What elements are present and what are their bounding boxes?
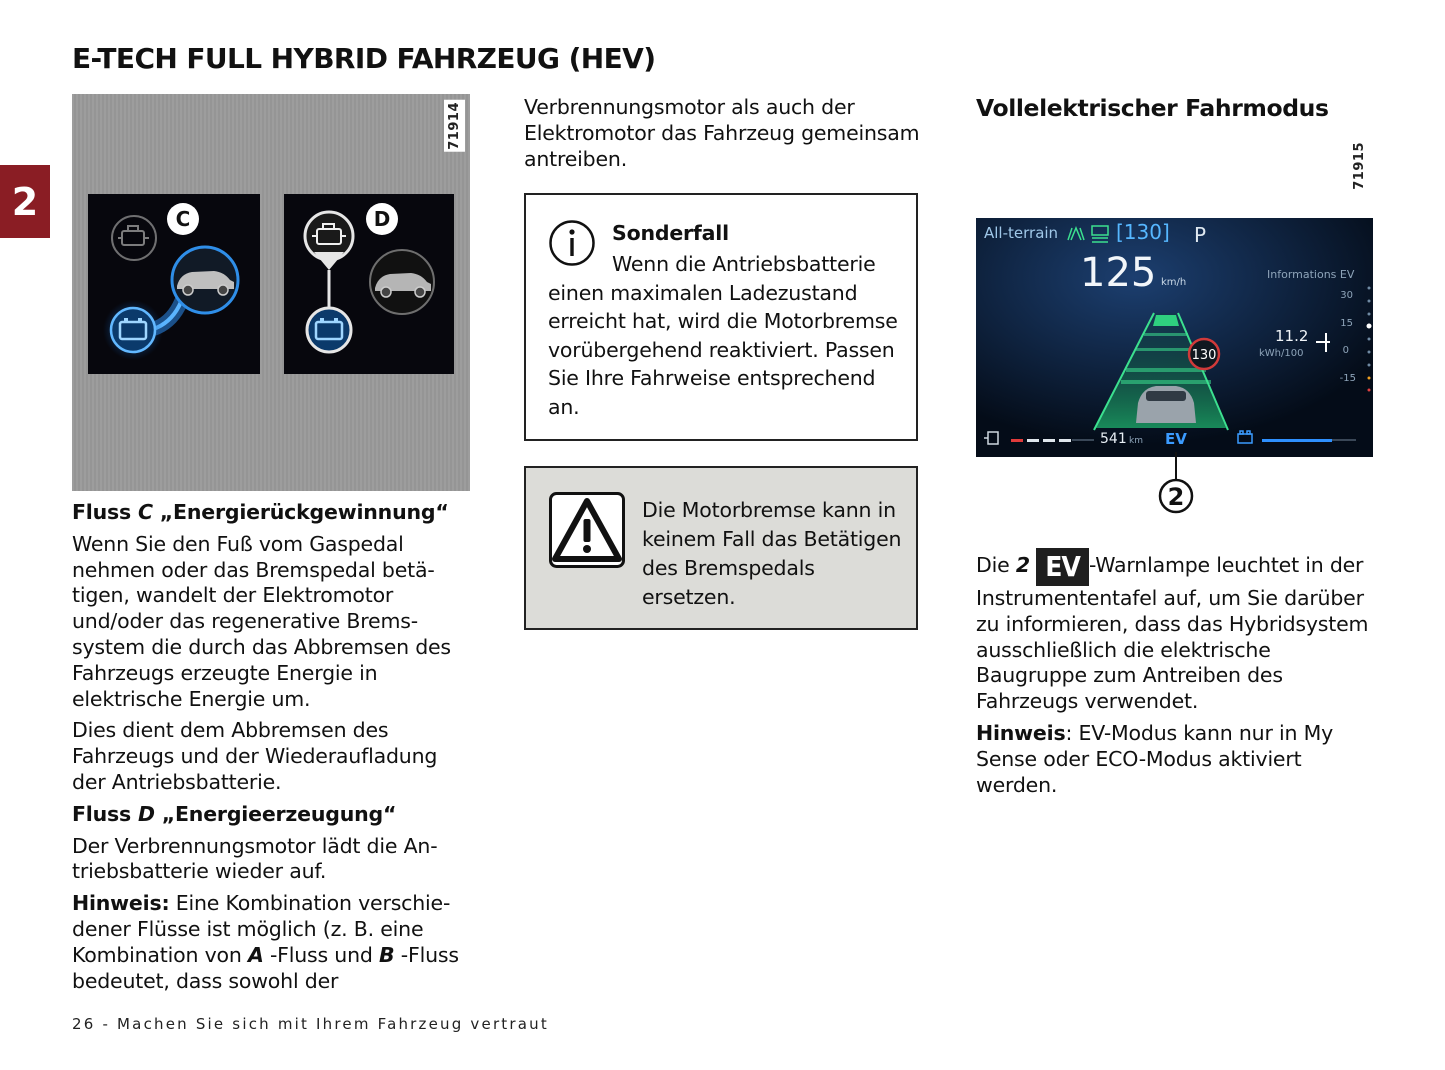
instrument-cluster [976, 218, 1373, 457]
column-1 [72, 500, 472, 1000]
range-value: 541 [1100, 431, 1127, 447]
flow-c-label: C [175, 207, 191, 231]
scale-minus-15: -15 [1339, 373, 1356, 384]
info-box [524, 193, 918, 441]
scale-15: 15 [1340, 318, 1353, 329]
warning-text: Die Motorbremse kann in keinem Fall das Betätigen des Bremspedals ersetzen. [642, 498, 902, 609]
consumption-unit: kWh/100 [1259, 348, 1304, 359]
flow-d-panel [284, 194, 454, 374]
column-3 [976, 548, 1376, 804]
gear-indicator: P [1194, 223, 1207, 247]
energy-flow-figure [72, 94, 470, 491]
warning-box [524, 466, 918, 630]
page-footer: 26 - Machen Sie sich mit Ihrem Fahrzeug vertraut [72, 1015, 549, 1033]
drive-mode: All-terrain [984, 224, 1059, 242]
speed-sign: 130 [1191, 348, 1217, 363]
limit-bracket: [130] [1116, 220, 1170, 244]
callout-2 [1156, 452, 1196, 516]
scale-0: 0 [1342, 345, 1349, 356]
ev-lamp-paragraph: Die 2 EV -Warnlampe leuchtet in der Instrumententafel auf, um Sie darüber zu informieren, dass das Hybridsystem ausschließlich die elektrische Baugruppe zum Antreiben des Fahrzeugs verwendet. [976, 550, 1369, 714]
ev-warning-lamp-icon: EV [1036, 548, 1089, 586]
info-text: Wenn die Antriebsbatterie einen maximalen Ladezustand erreicht hat, wird die Motorbremse vorübergehend reaktiviert. Passen Sie Ihre Fahrweise entsprechend an. [548, 252, 898, 419]
car-icon [1136, 386, 1196, 423]
figure-code-2: 71915 [1349, 140, 1370, 192]
consumption-value: 11.2 [1275, 327, 1309, 345]
figure-code: 71914 [444, 100, 465, 152]
svg-text:2: 2 [1167, 483, 1185, 511]
info-title: Sonderfall [612, 221, 729, 245]
warning-icon [549, 492, 625, 568]
page-title: E-TECH FULL HYBRID FAHRZEUG (HEV) [72, 42, 656, 75]
flow-d-label: D [373, 207, 391, 231]
note-paragraph: Hinweis: Eine Kombination verschiedener Flüsse ist möglich (z. B. eine Kombination von A -Fluss und B -Fluss bedeutet, dass sowohl der [72, 891, 459, 993]
flow-c-paragraph: Wenn Sie den Fuß vom Gaspedal nehmen oder das Bremspedal betätigen, wandelt der Elektromotor und/oder das regenerative Bremssystem die durch das Abbremsen des Fahrzeugs erzeugte Energie in elektrische Energie um. [72, 531, 451, 711]
scale-30: 30 [1340, 290, 1353, 301]
continuation-text: Verbrennungsmotor als auch der Elektromotor das Fahrzeug gemeinsam antreiben. [524, 95, 920, 171]
speed-value: 125 [1080, 250, 1157, 296]
speed-unit: km/h [1161, 277, 1187, 288]
flow-c-heading: Fluss C „Energierückgewinnung“ [72, 500, 449, 524]
flow-d-paragraph: Der Verbrennungsmotor lädt die Antriebsbatterie wieder auf. [72, 833, 438, 884]
range-unit: km [1129, 436, 1143, 446]
flow-d-heading: Fluss D „Energieerzeugung“ [72, 801, 397, 826]
chapter-tab: 2 [0, 165, 50, 238]
flow-c-panel [88, 194, 260, 374]
mode-heading: Vollelektrischer Fahrmodus [976, 94, 1329, 122]
ev-info-title: Informations EV [1267, 268, 1355, 281]
flow-c-paragraph-2: Dies dient dem Abbremsen des Fahrzeugs und der Wiederaufladung der Antriebsbatterie. [72, 718, 438, 794]
ev-indicator: EV [1165, 430, 1187, 448]
ev-note-paragraph: Hinweis: EV-Modus kann nur in My Sense oder ECO-Modus aktiviert werden. [976, 720, 1334, 797]
